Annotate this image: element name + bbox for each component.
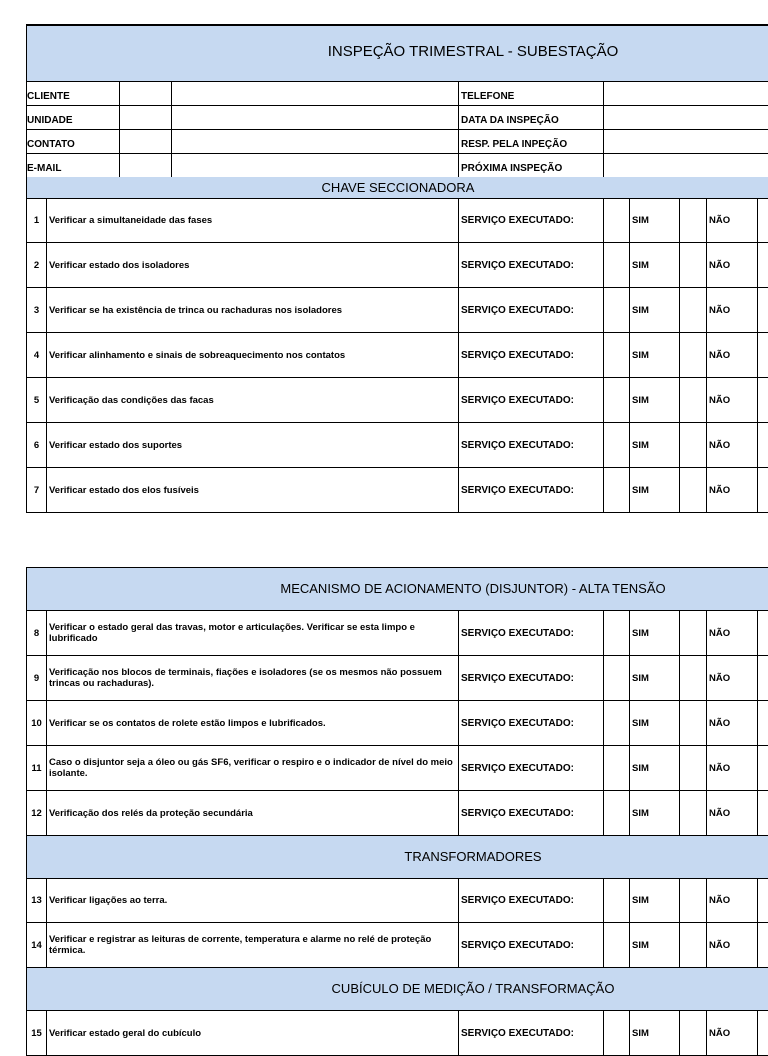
form-title: INSPEÇÃO TRIMESTRAL - SUBESTAÇÃO [327, 43, 619, 60]
section-title-cubiculo [27, 968, 768, 1011]
list-item [27, 1011, 768, 1056]
sim-label: SIM [629, 746, 682, 790]
check-box-sim[interactable] [603, 199, 630, 242]
item-number: 5 [33, 394, 40, 406]
check-box-nao[interactable] [679, 791, 707, 835]
inspection-form-bottom [26, 567, 768, 1056]
sim-label: SIM [629, 791, 682, 835]
item-number: 3 [33, 304, 40, 316]
list-item [27, 746, 768, 791]
item-number: 13 [31, 895, 42, 906]
nao-label: NÃO [706, 611, 758, 655]
nao-label: NÃO [706, 199, 758, 242]
info-row-2 [27, 106, 768, 130]
section-title-mecanismo-text: MECANISMO DE ACIONAMENTO (DISJUNTOR) - ALTA TENSÃO [280, 581, 666, 596]
inspection-form-top [26, 24, 768, 513]
list-item [27, 791, 768, 836]
sim-label: SIM [629, 701, 682, 745]
item-number: 2 [33, 259, 40, 271]
field-cliente-b[interactable] [171, 82, 459, 105]
sim-label: SIM [629, 288, 682, 332]
item-number: 6 [33, 439, 40, 451]
item-description: Verificar estado dos elos fusíveis [46, 468, 460, 512]
item-description: Verificação dos relés da proteção secundária [46, 791, 460, 835]
item-number: 9 [33, 672, 40, 684]
list-item [27, 701, 768, 746]
sim-label: SIM [629, 378, 682, 422]
check-box-nao[interactable] [679, 333, 707, 377]
item-description: Verificar se os contatos de rolete estão limpos e lubrificados. [46, 701, 460, 745]
sim-label: SIM [629, 468, 682, 512]
executed-label: SERVIÇO EXECUTADO: [458, 656, 606, 700]
check-box-nao[interactable] [679, 879, 707, 922]
executed-label: SERVIÇO EXECUTADO: [458, 923, 606, 967]
item-number: 15 [31, 1027, 42, 1039]
nao-label: NÃO [706, 333, 758, 377]
executed-label: SERVIÇO EXECUTADO: [458, 1011, 606, 1055]
list-item [27, 656, 768, 701]
check-box-sim[interactable] [603, 923, 630, 967]
field-contato-a[interactable] [119, 130, 172, 153]
item-description: Caso o disjuntor seja a óleo ou gás SF6, verificar o respiro e o indicador de nível do meio isolante. [46, 746, 460, 790]
nao-label: NÃO [706, 923, 758, 967]
info-row-4 [27, 154, 768, 177]
check-box-nao[interactable] [679, 423, 707, 467]
check-box-sim[interactable] [603, 288, 630, 332]
check-box-sim[interactable] [603, 243, 630, 287]
executed-label: SERVIÇO EXECUTADO: [458, 468, 606, 512]
check-box-sim[interactable] [603, 746, 630, 790]
list-item [27, 243, 768, 288]
check-box-sim[interactable] [603, 1011, 630, 1055]
sim-label: SIM [629, 656, 682, 700]
sim-label: SIM [629, 243, 682, 287]
sim-label: SIM [629, 423, 682, 467]
item-number: 11 [31, 762, 42, 774]
section-title-cubiculo-text: CUBÍCULO DE MEDIÇÃO / TRANSFORMAÇÃO [331, 981, 615, 996]
check-box-nao[interactable] [679, 468, 707, 512]
executed-label: SERVIÇO EXECUTADO: [458, 243, 606, 287]
form-header [27, 24, 768, 82]
info-row-3 [27, 130, 768, 154]
check-box-nao[interactable] [679, 746, 707, 790]
list-item [27, 879, 768, 923]
nao-label: NÃO [706, 656, 758, 700]
executed-label: SERVIÇO EXECUTADO: [458, 746, 606, 790]
nao-label: NÃO [706, 243, 758, 287]
item-number: 10 [31, 717, 42, 729]
label-resp-inspecao: RESP. PELA INPEÇÃO [458, 130, 606, 153]
nao-label: NÃO [706, 288, 758, 332]
sim-label: SIM [629, 611, 682, 655]
field-email-a[interactable] [119, 154, 172, 177]
list-item [27, 923, 768, 968]
section-title-mecanismo [27, 567, 768, 611]
check-box-nao[interactable] [679, 1011, 707, 1055]
sim-label: SIM [629, 199, 682, 242]
label-telefone: TELEFONE [458, 82, 606, 105]
check-box-nao[interactable] [679, 288, 707, 332]
item-description: Verificar estado dos isoladores [46, 243, 460, 287]
label-proxima-inspecao: PRÓXIMA INSPEÇÃO [458, 154, 606, 177]
section-title-transformadores-text: TRANSFORMADORES [404, 849, 542, 864]
executed-label: SERVIÇO EXECUTADO: [458, 423, 606, 467]
check-box-nao[interactable] [679, 923, 707, 967]
check-box-sim[interactable] [603, 656, 630, 700]
label-email: E-MAIL [27, 163, 62, 174]
item-number: 14 [31, 939, 42, 951]
item-description: Verificar se ha existência de trinca ou rachaduras nos isoladores [46, 288, 460, 332]
label-data-inspecao: DATA DA INSPEÇÃO [458, 106, 606, 129]
field-resp-inspecao[interactable] [603, 130, 768, 153]
list-item [27, 468, 768, 513]
item-number: 8 [33, 627, 40, 639]
check-box-nao[interactable] [679, 199, 707, 242]
field-telefone[interactable] [603, 82, 768, 105]
nao-label: NÃO [706, 791, 758, 835]
sim-label: SIM [629, 879, 682, 922]
executed-label: SERVIÇO EXECUTADO: [458, 879, 606, 922]
field-contato-b[interactable] [171, 130, 459, 153]
nao-label: NÃO [706, 879, 758, 922]
label-cliente: CLIENTE [27, 91, 70, 102]
executed-label: SERVIÇO EXECUTADO: [458, 791, 606, 835]
list-item [27, 288, 768, 333]
list-item [27, 333, 768, 378]
check-box-sim[interactable] [603, 468, 630, 512]
nao-label: NÃO [706, 746, 758, 790]
item-description: Verificar alinhamento e sinais de sobreaquecimento nos contatos [46, 333, 460, 377]
executed-label: SERVIÇO EXECUTADO: [458, 378, 606, 422]
item-number: 12 [31, 807, 42, 819]
field-proxima-inspecao[interactable] [603, 154, 768, 177]
check-box-sim[interactable] [603, 378, 630, 422]
executed-label: SERVIÇO EXECUTADO: [458, 199, 606, 242]
field-email-b[interactable] [171, 154, 459, 177]
section-title-transformadores [27, 836, 768, 879]
field-unidade-a[interactable] [119, 106, 172, 129]
field-cliente-a[interactable] [119, 82, 172, 105]
executed-label: SERVIÇO EXECUTADO: [458, 333, 606, 377]
sim-label: SIM [629, 923, 682, 967]
check-box-nao[interactable] [679, 656, 707, 700]
check-box-nao[interactable] [679, 243, 707, 287]
item-description: Verificar ligações ao terra. [46, 879, 460, 922]
item-description: Verificar estado dos suportes [46, 423, 460, 467]
sim-label: SIM [629, 333, 682, 377]
list-item [27, 199, 768, 243]
executed-label: SERVIÇO EXECUTADO: [458, 611, 606, 655]
label-contato: CONTATO [27, 139, 75, 150]
check-box-sim[interactable] [603, 333, 630, 377]
list-item [27, 378, 768, 423]
item-description: Verificar a simultaneidade das fases [46, 199, 460, 242]
nao-label: NÃO [706, 378, 758, 422]
list-item [27, 611, 768, 656]
check-box-sim[interactable] [603, 701, 630, 745]
check-box-nao[interactable] [679, 701, 707, 745]
label-unidade: UNIDADE [27, 115, 73, 126]
item-description: Verificação das condições das facas [46, 378, 460, 422]
item-description: Verificação nos blocos de terminais, fiações e isoladores (se os mesmos não possuem trincas ou rachaduras). [46, 656, 460, 700]
executed-label: SERVIÇO EXECUTADO: [458, 701, 606, 745]
nao-label: NÃO [706, 468, 758, 512]
check-box-nao[interactable] [679, 611, 707, 655]
item-number: 1 [33, 215, 40, 226]
nao-label: NÃO [706, 701, 758, 745]
sim-label: SIM [629, 1011, 682, 1055]
field-unidade-b[interactable] [171, 106, 459, 129]
item-number: 7 [33, 484, 40, 496]
check-box-sim[interactable] [603, 791, 630, 835]
info-row-1 [27, 82, 768, 106]
check-box-sim[interactable] [603, 423, 630, 467]
nao-label: NÃO [706, 423, 758, 467]
item-description: Verificar e registrar as leituras de corrente, temperatura e alarme no relé de proteção térmica. [46, 923, 460, 967]
item-description: Verificar estado geral do cubículo [46, 1011, 460, 1055]
section-title-chave: CHAVE SECCIONADORA [27, 177, 768, 199]
check-box-sim[interactable] [603, 611, 630, 655]
field-data-inspecao[interactable] [603, 106, 768, 129]
check-box-sim[interactable] [603, 879, 630, 922]
list-item [27, 423, 768, 468]
executed-label: SERVIÇO EXECUTADO: [458, 288, 606, 332]
nao-label: NÃO [706, 1011, 758, 1055]
check-box-nao[interactable] [679, 378, 707, 422]
item-description: Verificar o estado geral das travas, motor e articulações. Verificar se esta limpo e lubrificado [46, 611, 460, 655]
item-number: 4 [33, 349, 40, 361]
